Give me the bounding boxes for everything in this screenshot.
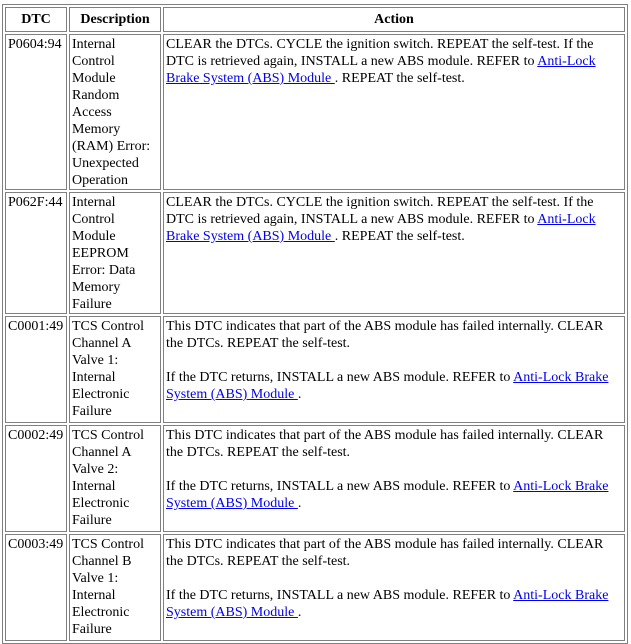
abs-module-link[interactable]: Anti-Lock Brake System (ABS) Module [166,479,609,511]
action-text: If the DTC returns, INSTALL a new ABS module. REFER to [166,370,514,385]
action-text-end: . REPEAT the self-test. [334,229,465,244]
dtc-code-cell: C0001:49 [5,316,67,423]
action-text-end: . [297,387,302,402]
action-paragraph [166,36,622,87]
header-dtc: DTC [5,7,67,32]
description-cell: TCS Control Channel A Valve 2: Internal Electronic Failure [69,425,161,532]
action-paragraph: This DTC indicates that part of the ABS module has failed internally. CLEAR the DTCs. REPEAT the self-test. [166,319,604,351]
header-row [5,7,625,32]
table-row [5,534,625,641]
header-description: Description [69,7,161,32]
action-text-end: . [297,605,302,620]
action-cell [163,425,625,532]
description-cell: TCS Control Channel B Valve 1: Internal Electronic Failure [69,534,161,641]
action-text: CLEAR the DTCs. CYCLE the ignition switch. REPEAT the self-test. If the DTC is retrieved again, INSTALL a new ABS module. REFER to [166,37,594,69]
action-paragraph: This DTC indicates that part of the ABS module has failed internally. CLEAR the DTCs. REPEAT the self-test. [166,537,604,569]
dtc-table [2,4,628,644]
action-text-end: . [297,496,302,511]
action-text: If the DTC returns, INSTALL a new ABS module. REFER to [166,588,514,603]
dtc-code-cell: C0003:49 [5,534,67,641]
action-paragraph [166,369,622,403]
table-row [5,316,625,423]
action-paragraph [166,194,622,245]
table-row [5,425,625,532]
dtc-code-cell: C0002:49 [5,425,67,532]
abs-module-link[interactable]: Anti-Lock Brake System (ABS) Module [166,212,596,244]
abs-module-link[interactable]: Anti-Lock Brake System (ABS) Module [166,370,609,402]
action-paragraph: This DTC indicates that part of the ABS module has failed internally. CLEAR the DTCs. REPEAT the self-test. [166,428,604,460]
action-paragraph [166,478,622,512]
action-text: If the DTC returns, INSTALL a new ABS module. REFER to [166,479,514,494]
action-paragraph [166,587,622,621]
dtc-code-cell: P062F:44 [5,192,67,314]
table-row [5,34,625,190]
description-cell: TCS Control Channel A Valve 1: Internal Electronic Failure [69,316,161,423]
action-cell [163,534,625,641]
action-text-end: . REPEAT the self-test. [334,71,465,86]
abs-module-link[interactable]: Anti-Lock Brake System (ABS) Module [166,588,609,620]
action-cell [163,34,625,190]
action-cell [163,192,625,314]
dtc-code-cell: P0604:94 [5,34,67,190]
action-text: CLEAR the DTCs. CYCLE the ignition switch. REPEAT the self-test. If the DTC is retrieved again, INSTALL a new ABS module. REFER to [166,195,594,227]
header-action: Action [163,7,625,32]
table-row [5,192,625,314]
abs-module-link[interactable]: Anti-Lock Brake System (ABS) Module [166,54,596,86]
description-cell: Internal Control Module Random Access Memory (RAM) Error: Unexpected Operation [69,34,161,190]
description-cell: Internal Control Module EEPROM Error: Data Memory Failure [69,192,161,314]
action-cell [163,316,625,423]
